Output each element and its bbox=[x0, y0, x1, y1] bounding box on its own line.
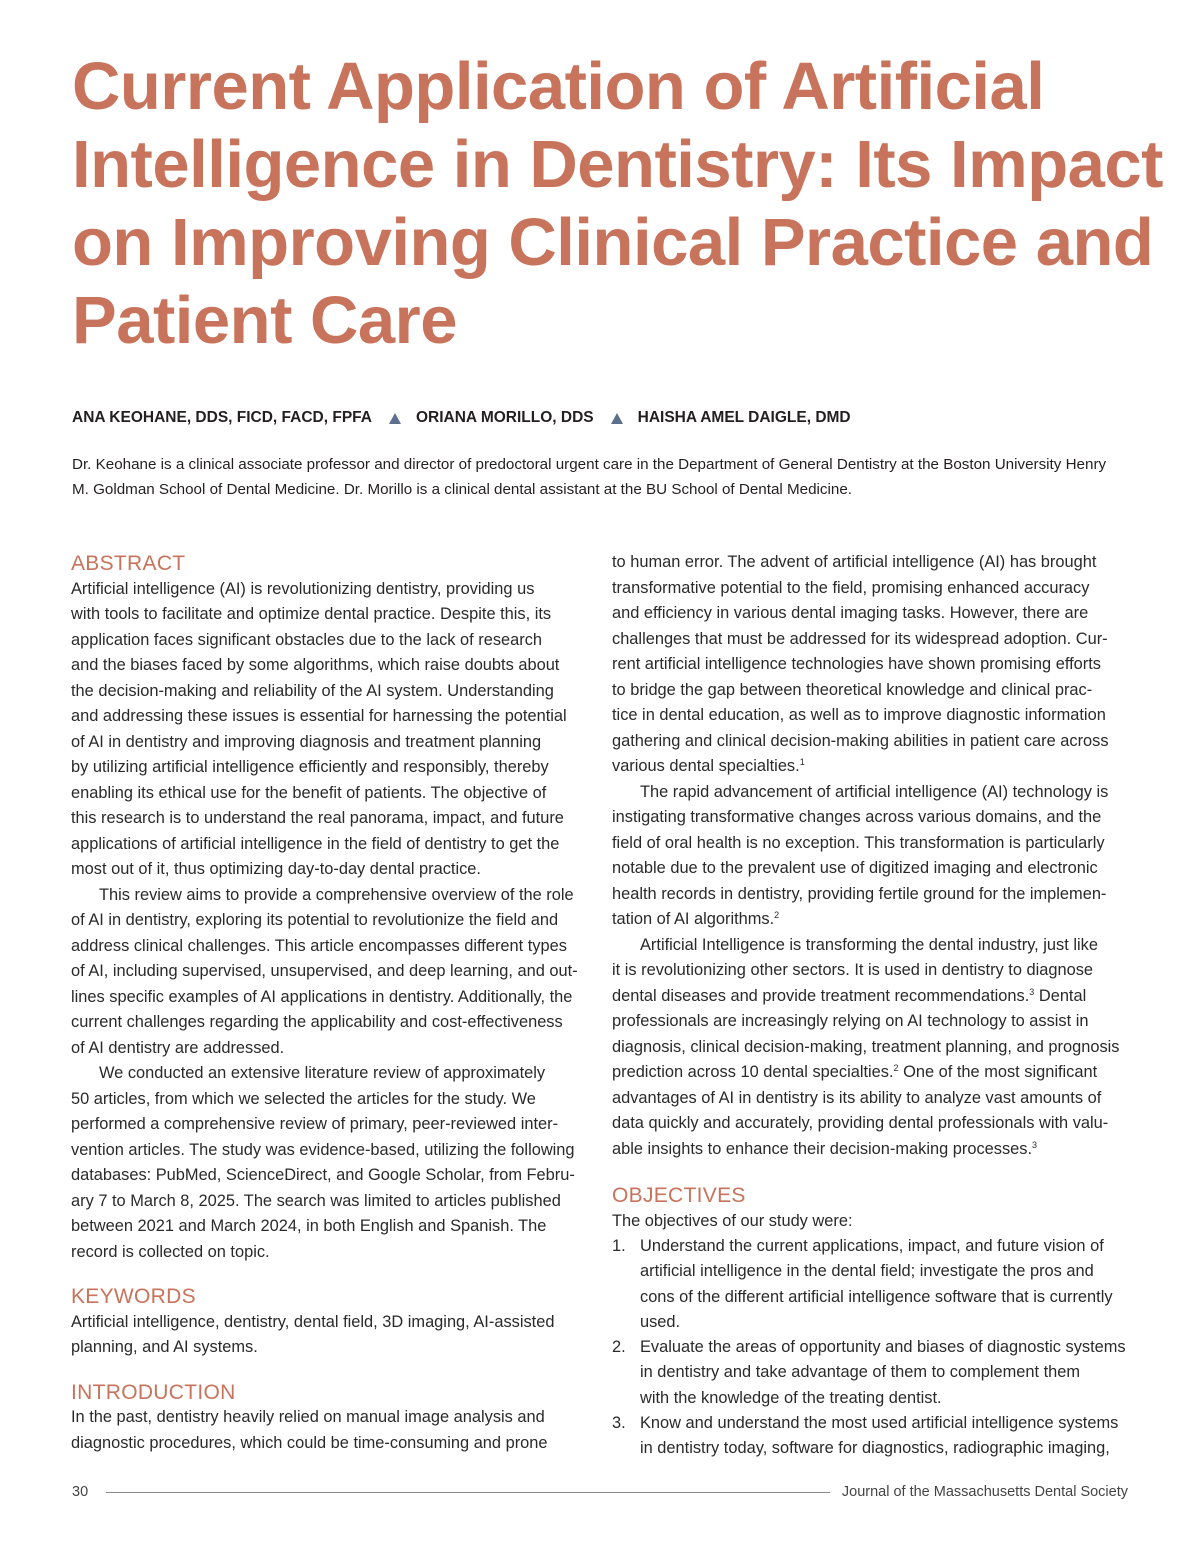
text-line: In the past, dentistry heavily relied on manual image analysis and bbox=[71, 1408, 545, 1426]
reference-superscript: 3 bbox=[1032, 1139, 1038, 1150]
list-number: 2. bbox=[612, 1338, 626, 1357]
reference-superscript: 2 bbox=[893, 1063, 899, 1073]
text-line: Artificial Intelligence is transforming the dental industry, just like bbox=[640, 935, 1098, 954]
author-name: ANA KEOHANE, DDS, FICD, FACD, FPFA bbox=[72, 409, 372, 426]
text-line: artificial intelligence in the dental field; investigate the pros and bbox=[640, 1262, 1094, 1281]
text-line: it is revolutionizing other sectors. It is used in dentistry to diagnose bbox=[612, 961, 1094, 979]
text-line: with tools to facilitate and optimize dental practice. Despite this, its bbox=[71, 605, 552, 623]
text-line bbox=[612, 754, 1137, 780]
introduction-paragraph-start bbox=[71, 1405, 591, 1456]
text-line: data quickly and accurately, providing dental professionals with valu- bbox=[612, 1114, 1109, 1132]
author-name: ORIANA MORILLO, DDS bbox=[415, 409, 594, 426]
introduction-paragraph-1-cont bbox=[612, 550, 1137, 780]
title-line: Intelligence in Dentistry: Its Impact bbox=[72, 127, 1163, 202]
author-name: HAISHA AMEL DAIGLE, DMD bbox=[637, 409, 851, 426]
text-line: This review aims to provide a comprehensive overview of the role bbox=[99, 885, 574, 904]
text-line: instigating transformative changes across various domains, and the bbox=[612, 808, 1102, 826]
abstract-paragraph-2 bbox=[71, 883, 591, 1062]
text-line: field of oral health is no exception. This transformation is particularly bbox=[612, 833, 1105, 852]
keywords-heading: KEYWORDS bbox=[71, 1285, 196, 1308]
text-line: in dentistry and take advantage of them to complement them bbox=[640, 1363, 1081, 1382]
text-line: Understand the current applications, impact, and future vision of bbox=[640, 1237, 1104, 1255]
text-line: databases: PubMed, ScienceDirect, and Google Scholar, from Febru- bbox=[71, 1166, 575, 1184]
text-line: professionals are increasingly relying on AI technology to assist in bbox=[612, 1012, 1089, 1030]
triangle-separator-icon bbox=[611, 413, 623, 424]
list-number: 1. bbox=[612, 1237, 626, 1255]
text-line: Know and understand the most used artificial intelligence systems bbox=[640, 1414, 1119, 1433]
text-line: to bridge the gap between theoretical knowledge and clinical prac- bbox=[612, 680, 1093, 699]
abstract-paragraph-1 bbox=[71, 577, 591, 883]
text-line: challenges that must be addressed for its widespread adoption. Cur- bbox=[612, 629, 1108, 648]
keywords-text bbox=[71, 1310, 591, 1361]
list-number: 3. bbox=[612, 1414, 626, 1433]
text-line: cons of the different artificial intelligence software that is currently bbox=[640, 1287, 1113, 1306]
text-line bbox=[612, 1060, 1137, 1086]
text-line: the decision-making and reliability of the AI system. Understanding bbox=[71, 681, 554, 700]
text-line: and the biases faced by some algorithms, which raise doubts about bbox=[71, 656, 560, 674]
journal-name: Journal of the Massachusetts Dental Society bbox=[841, 1484, 1128, 1500]
text-fragment: One of the most significant bbox=[898, 1063, 1098, 1081]
text-line: vention articles. The study was evidence-based, utilizing the following bbox=[71, 1140, 575, 1159]
introduction-paragraph-3 bbox=[612, 933, 1137, 1163]
text-fragment: able insights to enhance their decision-making processes. bbox=[612, 1139, 1033, 1158]
affiliation-line: Dr. Keohane is a clinical associate professor and director of predoctoral urgent care in the Department of General Dentistry at the Boston University Henry bbox=[72, 456, 1107, 473]
text-line: by utilizing artificial intelligence efficiently and responsibly, thereby bbox=[71, 758, 549, 776]
text-line: gathering and clinical decision-making abilities in patient care across bbox=[612, 731, 1109, 750]
text-line: applications of artificial intelligence in the field of dentistry to get the bbox=[71, 834, 560, 853]
text-line: diagnosis, clinical decision-making, treatment planning, and prognosis bbox=[612, 1037, 1120, 1056]
abstract-heading: ABSTRACT bbox=[71, 552, 186, 575]
left-column bbox=[71, 551, 591, 1456]
text-line bbox=[612, 984, 1137, 1010]
text-line: application faces significant obstacles due to the lack of research bbox=[71, 630, 543, 649]
text-line: advantages of AI in dentistry is its ability to analyze vast amounts of bbox=[612, 1088, 1102, 1107]
affiliation-line: M. Goldman School of Dental Medicine. Dr. Morillo is a clinical dental assistant at the BU School of Dental Medicine. bbox=[72, 481, 852, 498]
text-fragment: dental diseases and provide treatment recommendations. bbox=[612, 986, 1030, 1005]
text-line: The rapid advancement of artificial intelligence (AI) technology is bbox=[640, 782, 1109, 801]
text-line: diagnostic procedures, which could be time-consuming and prone bbox=[71, 1433, 548, 1452]
objectives-heading: OBJECTIVES bbox=[612, 1184, 746, 1207]
text-line: address clinical challenges. This article encompasses different types bbox=[71, 936, 567, 955]
right-column bbox=[612, 550, 1137, 1462]
text-fragment: tation of AI algorithms. bbox=[612, 910, 775, 928]
title-line: Current Application of Artificial bbox=[72, 49, 1045, 124]
objective-item bbox=[612, 1335, 1137, 1411]
page-footer bbox=[72, 1481, 1128, 1503]
reference-superscript: 2 bbox=[774, 910, 780, 920]
text-line bbox=[612, 907, 1137, 933]
text-line: notable due to the prevalent use of digitized imaging and electronic bbox=[612, 859, 1098, 877]
text-line: Artificial intelligence, dentistry, dental field, 3D imaging, AI-assisted bbox=[71, 1312, 555, 1331]
objectives-intro: The objectives of our study were: bbox=[612, 1211, 853, 1230]
text-line: used. bbox=[640, 1312, 681, 1331]
text-line: ary 7 to March 8, 2025. The search was limited to articles published bbox=[71, 1191, 561, 1210]
title-line: Patient Care bbox=[72, 283, 457, 358]
reference-superscript: 3 bbox=[1029, 986, 1035, 997]
text-line: with the knowledge of the treating dentist. bbox=[640, 1388, 942, 1407]
text-line: most out of it, thus optimizing day-to-day dental practice. bbox=[71, 860, 481, 878]
text-line: of AI, including supervised, unsupervised, and deep learning, and out- bbox=[71, 962, 578, 980]
text-line: of AI in dentistry, exploring its potential to revolutionize the field and bbox=[71, 911, 559, 929]
text-line: Evaluate the areas of opportunity and biases of diagnostic systems bbox=[640, 1338, 1126, 1357]
text-line: transformative potential to the field, promising enhanced accuracy bbox=[612, 578, 1090, 597]
introduction-heading: INTRODUCTION bbox=[71, 1380, 236, 1404]
text-fragment: various dental specialties. bbox=[612, 757, 800, 775]
text-line: in dentistry today, software for diagnostics, radiographic imaging, bbox=[640, 1439, 1110, 1458]
text-line: enabling its ethical use for the benefit of patients. The objective of bbox=[71, 783, 547, 802]
text-line: between 2021 and March 2024, in both English and Spanish. The bbox=[71, 1217, 547, 1235]
text-line: planning, and AI systems. bbox=[71, 1338, 258, 1356]
text-line: rent artificial intelligence technologies have shown promising efforts bbox=[612, 655, 1101, 673]
introduction-paragraph-2 bbox=[612, 780, 1137, 933]
text-line: this research is to understand the real panorama, impact, and future bbox=[71, 809, 564, 827]
objective-item bbox=[612, 1411, 1137, 1462]
reference-superscript: 1 bbox=[799, 757, 805, 767]
author-affiliations bbox=[72, 452, 1172, 502]
text-line: to human error. The advent of artificial intelligence (AI) has brought bbox=[612, 553, 1097, 571]
text-line: current challenges regarding the applicability and cost-effectiveness bbox=[71, 1013, 563, 1031]
text-line: tice in dental education, as well as to improve diagnostic information bbox=[612, 706, 1106, 724]
text-fragment: Dental bbox=[1034, 986, 1087, 1005]
text-line: record is collected on topic. bbox=[71, 1242, 270, 1261]
text-line: and addressing these issues is essential for harnessing the potential bbox=[71, 707, 567, 725]
text-line: of AI in dentistry and improving diagnosis and treatment planning bbox=[71, 732, 542, 751]
triangle-separator-icon bbox=[389, 413, 401, 424]
text-line: performed a comprehensive review of primary, peer-reviewed inter- bbox=[71, 1115, 559, 1133]
abstract-paragraph-3 bbox=[71, 1061, 591, 1265]
page-number: 30 bbox=[72, 1484, 89, 1500]
text-line: of AI dentistry are addressed. bbox=[71, 1038, 285, 1057]
footer-divider bbox=[106, 1492, 830, 1493]
title-line: on Improving Clinical Practice and bbox=[72, 205, 1154, 280]
text-line bbox=[612, 1137, 1137, 1163]
article-title bbox=[72, 48, 1172, 360]
author-list bbox=[72, 409, 1172, 427]
text-line: and efficiency in various dental imaging tasks. However, there are bbox=[612, 604, 1089, 622]
text-fragment: prediction across 10 dental specialties. bbox=[612, 1063, 894, 1081]
text-line: health records in dentistry, providing fertile ground for the implemen- bbox=[612, 884, 1107, 903]
text-line: We conducted an extensive literature review of approximately bbox=[99, 1064, 546, 1082]
text-line: lines specific examples of AI applications in dentistry. Additionally, the bbox=[71, 987, 573, 1006]
objective-item bbox=[612, 1234, 1137, 1335]
text-line: Artificial intelligence (AI) is revolutionizing dentistry, providing us bbox=[71, 579, 535, 598]
text-line: 50 articles, from which we selected the articles for the study. We bbox=[71, 1089, 536, 1108]
